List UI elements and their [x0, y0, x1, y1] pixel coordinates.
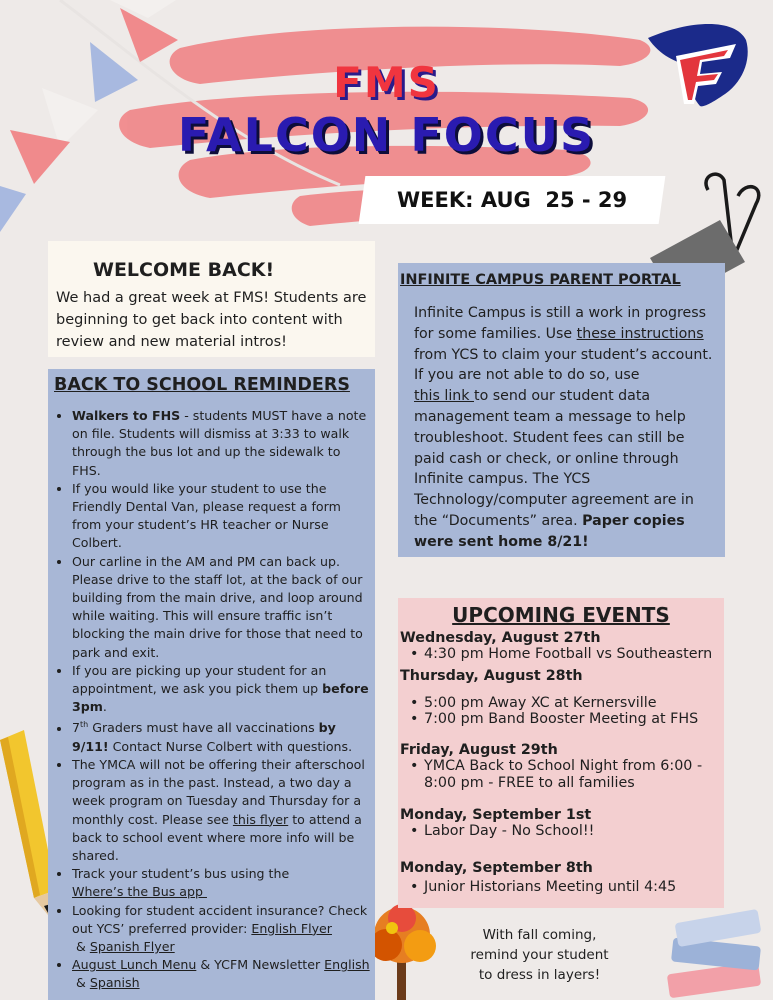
list-item — [72, 553, 372, 662]
list-item — [72, 716, 372, 756]
list-item — [72, 865, 372, 901]
reminders-box — [48, 369, 375, 1000]
events-box — [398, 598, 724, 908]
list-item — [72, 956, 372, 992]
list-item — [72, 407, 372, 480]
wheres-the-bus-link[interactable]: Where’s the Bus app — [72, 884, 207, 900]
item-text: & YCFM Newsletter — [196, 957, 325, 973]
week-label: WEEK: AUG 25 - 29 — [396, 188, 628, 212]
event-item: • 5:00 pm Away XC at Kernersville — [406, 695, 722, 712]
campus-heading: INFINITE CAMPUS PARENT PORTAL — [400, 272, 681, 288]
item-text: If you are picking up your student for an appointment, we ask you pick them up — [72, 662, 327, 697]
week-banner — [359, 176, 666, 224]
troubleshoot-link[interactable]: this link — [414, 388, 474, 405]
event-item: • Labor Day - No School!! — [406, 823, 722, 840]
item-text: & — [72, 939, 90, 955]
english-flyer-link[interactable]: English Flyer — [251, 920, 332, 936]
item-bold: before 3pm — [72, 681, 369, 715]
item-text: & — [72, 975, 90, 991]
event-item: • YMCA Back to School Night from 6:00 - 8:00 pm - FREE to all families — [406, 758, 722, 792]
list-item — [72, 480, 372, 553]
event-item: • 4:30 pm Home Football vs Southeastern — [406, 646, 722, 663]
event-item: • 7:00 pm Band Booster Meeting at FHS — [406, 711, 722, 728]
item-text: Looking for student accident insurance? Check out YCS’ preferred provider: — [72, 902, 368, 936]
newsletter-spanish-link[interactable]: Spanish — [89, 975, 140, 991]
fall-note — [452, 925, 627, 985]
item-text: If you would like your student to use the Friendly Dental Van, please request a form from your student’s HR teacher or Nurse Colbert. — [72, 480, 341, 551]
event-day: Monday, September 1st — [400, 807, 592, 823]
event-day: Thursday, August 28th — [400, 668, 583, 684]
item-text: The YMCA will not be offering their afterschool program as in the past. Instead, a two day a week program on Tuesday and Thursday for a monthly cost. Please see — [72, 757, 365, 827]
item-text: 7 — [72, 720, 81, 736]
events-heading: UPCOMING EVENTS — [452, 603, 670, 627]
list-item — [72, 662, 372, 717]
instructions-link[interactable]: these instructions — [576, 325, 704, 342]
campus-box — [398, 263, 725, 557]
books-icon — [667, 909, 762, 998]
lunch-menu-link[interactable]: August Lunch Menu — [72, 957, 197, 973]
title-falcon-focus: FALCON FOCUS — [177, 108, 596, 162]
item-text: - students MUST have a note on file. Students will dismiss at 3:33 to walk through the bus lot and up the sidewalk to FHS. — [72, 408, 367, 478]
campus-text: Infinite Campus is still a work in progress for some families. Use — [414, 305, 707, 342]
list-item — [72, 756, 372, 865]
campus-text: to send our student data management team a message to help troubleshoot. Student fees can still be paid cash or check, or online through Infinite campus. The YCS Technology/computer agreement are in the “Documents” area. — [414, 388, 694, 529]
event-item: • Junior Historians Meeting until 4:45 — [406, 879, 722, 896]
list-item — [72, 902, 372, 957]
item-text: Graders must have all vaccinations — [88, 720, 319, 736]
welcome-box — [48, 241, 375, 357]
ymca-flyer-link[interactable]: this flyer — [232, 811, 289, 827]
welcome-body: We had a great week at FMS! Students are beginning to get back into content with review and new material intros! — [56, 290, 367, 350]
item-superscript: th — [80, 720, 89, 730]
welcome-heading: WELCOME BACK! — [93, 259, 275, 281]
reminders-heading: BACK TO SCHOOL REMINDERS — [54, 375, 350, 395]
event-day: Friday, August 29th — [400, 742, 558, 758]
item-text: Our carline in the AM and PM can back up. Please drive to the staff lot, at the back of our building from the main drive, and loop around while waiting. This will ensure traffic isn’t blocking the main drive for those that need to park and exit. — [72, 553, 363, 660]
campus-bold: Paper copies were sent home 8/21! — [414, 512, 685, 550]
fall-note-line: With fall coming, — [482, 927, 597, 943]
newsletter-english-link[interactable]: English — [324, 957, 370, 973]
campus-text: from YCS to claim your student’s account. If you are not able to do so, use — [414, 346, 713, 384]
item-text: Track your student’s bus using the — [72, 866, 290, 882]
campus-body — [414, 303, 714, 553]
event-day: Monday, September 8th — [400, 860, 593, 876]
event-day: Wednesday, August 27th — [400, 630, 601, 646]
autumn-tree-icon — [370, 904, 436, 1000]
item-text: to attend a back to school event where more info will be shared. — [72, 811, 362, 864]
spanish-flyer-link[interactable]: Spanish Flyer — [89, 939, 175, 955]
item-text: Contact Nurse Colbert with questions. — [108, 738, 353, 754]
item-bold: by 9/11! — [72, 720, 336, 754]
title-fms: FMS — [333, 58, 440, 107]
fall-note-line: remind your student — [470, 947, 609, 963]
reminders-list — [48, 407, 372, 993]
item-bold: Walkers to FHS — [72, 408, 181, 423]
fall-note-line: to dress in layers! — [478, 967, 601, 983]
item-text: . — [102, 699, 107, 715]
